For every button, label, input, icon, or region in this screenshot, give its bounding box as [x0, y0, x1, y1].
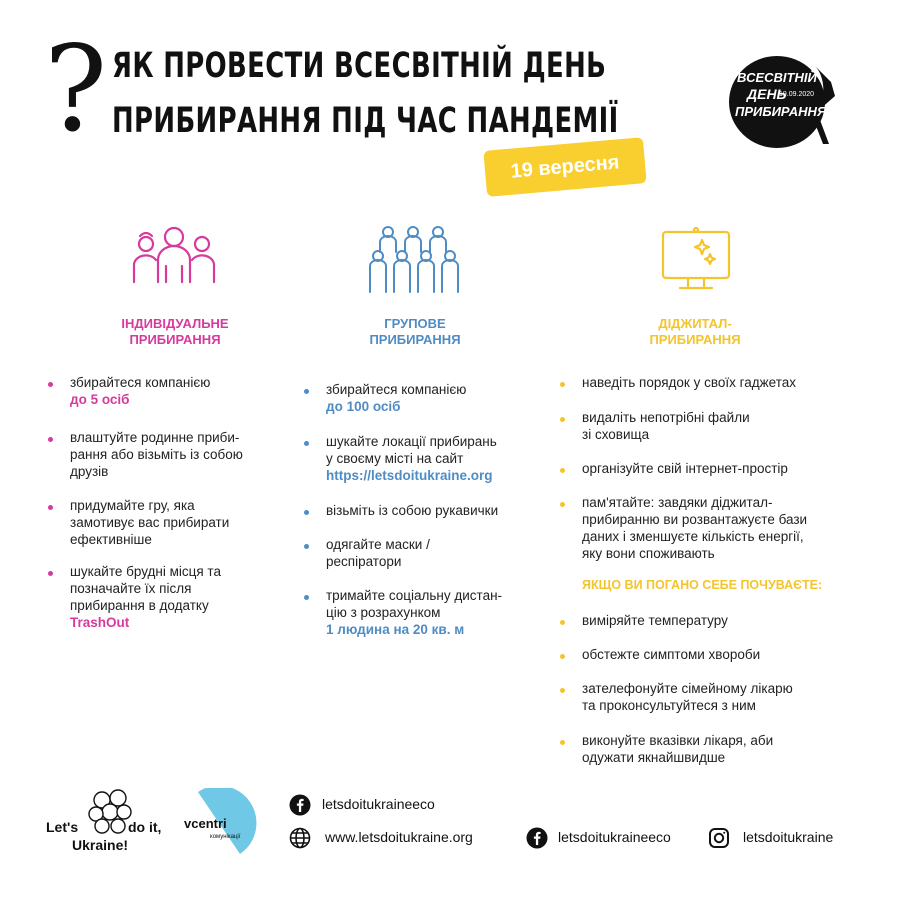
- date-badge: 19 вересня: [483, 137, 646, 197]
- list-item: придумайте гру, яка замотивує вас прибирати ефективніше: [70, 497, 229, 548]
- list-item: збирайтеся компанією до 5 осіб: [70, 374, 210, 408]
- lets-do-it-ukraine-logo: [44, 786, 174, 856]
- column-title-group: [340, 316, 490, 348]
- column-title-digital: [620, 316, 770, 348]
- list-item: шукайте локації прибирань у своєму місті на сайт https://letsdoitukraine.org: [326, 433, 497, 484]
- page-title-line2: ПРИБИРАННЯ ПІД ЧАС ПАНДЕМІЇ: [112, 101, 619, 141]
- bullet: [304, 595, 309, 600]
- logo1-line3: Ukraine!: [72, 837, 129, 853]
- bullet: [560, 382, 565, 387]
- bullet: [560, 740, 565, 745]
- bullet: [304, 389, 309, 394]
- bullet: [48, 382, 53, 387]
- facebook-icon: [289, 794, 311, 816]
- facebook-link-top[interactable]: letsdoitukraineeco: [322, 796, 435, 812]
- facebook-icon: [526, 827, 548, 849]
- badge-line1: ВСЕСВІТНІЙ: [737, 70, 817, 85]
- list-item: виконуйте вказівки лікаря, аби одужати якнайшвидше: [582, 732, 773, 766]
- list-item: збирайтеся компанією до 100 осіб: [326, 381, 466, 415]
- list-item: тримайте соціальну дистан- цію з розрахунком 1 людина на 20 кв. м: [326, 587, 502, 638]
- logo1-line2: do it,: [128, 819, 162, 835]
- group-icon: [368, 222, 464, 294]
- bullet: [560, 417, 565, 422]
- list-item: зателефонуйте сімейному лікарю та проконсультуйтеся з ним: [582, 680, 793, 714]
- bullet: [560, 688, 565, 693]
- list-item: виміряйте температуру: [582, 612, 728, 629]
- bullet: [560, 620, 565, 625]
- column-title-line1: ДІДЖИТАЛ-: [658, 316, 732, 331]
- list-item: наведіть порядок у своїх гаджетах: [582, 374, 796, 391]
- badge-line2: ДЕНЬ: [747, 86, 787, 102]
- list-item: шукайте брудні місця та позначайте їх після прибирання в додатку TrashOut: [70, 563, 221, 631]
- column-title-individual: [100, 316, 250, 348]
- bullet: [304, 510, 309, 515]
- list-item: одягайте маски / респіратори: [326, 536, 430, 570]
- page-title-line1: ЯК ПРОВЕСТИ ВСЕСВІТНІЙ ДЕНЬ: [112, 46, 607, 86]
- list-item: організуйте свій інтернет-простір: [582, 460, 788, 477]
- list-item: візьміть із собою рукавички: [326, 502, 498, 519]
- facebook-link[interactable]: letsdoitukraineeco: [558, 829, 671, 845]
- people-icon: [128, 224, 220, 284]
- column-title-line1: ГРУПОВЕ: [384, 316, 446, 331]
- monitor-icon: [660, 226, 732, 292]
- list-item: видаліть непотрібні файли зі сховища: [582, 409, 750, 443]
- column-title-line2: ПРИБИРАННЯ: [129, 332, 221, 347]
- list-item: пам'ятайте: завдяки діджитал- прибиранню ви розвантажуєте бази даних і зменшуєте кількість енергії, яку вони споживають: [582, 494, 807, 562]
- world-cleanup-day-logo: [727, 52, 843, 152]
- bullet: [48, 437, 53, 442]
- list-item: влаштуйте родинне приби- рання або візьміть із собою друзів: [70, 429, 243, 480]
- bullet: [560, 654, 565, 659]
- column-title-line2: ПРИБИРАННЯ: [649, 332, 741, 347]
- globe-icon: [289, 827, 311, 849]
- column-title-line1: ІНДИВІДУАЛЬНЕ: [121, 316, 229, 331]
- instagram-icon: [708, 827, 730, 849]
- bullet: [560, 468, 565, 473]
- sick-subheading: ЯКЩО ВИ ПОГАНО СЕБЕ ПОЧУВАЄТЕ:: [582, 578, 823, 592]
- instagram-link[interactable]: letsdoitukraine: [743, 829, 834, 845]
- bullet: [48, 505, 53, 510]
- website-footer-link[interactable]: www.letsdoitukraine.org: [325, 829, 473, 845]
- logo1-line1: Let's: [46, 819, 79, 835]
- vcentri-logo: [180, 788, 262, 858]
- column-title-line2: ПРИБИРАННЯ: [369, 332, 461, 347]
- badge-line3: ПРИБИРАННЯ: [735, 104, 827, 119]
- badge-date: 19.09.2020: [779, 91, 815, 98]
- logo2-main: vcentri: [184, 816, 227, 831]
- bullet: [48, 571, 53, 576]
- logo2-sub: комунікації: [210, 834, 241, 840]
- bullet: [304, 441, 309, 446]
- list-item: обстежте симптоми хвороби: [582, 646, 760, 663]
- website-link[interactable]: https://letsdoitukraine.org: [326, 468, 493, 483]
- bullet: [560, 502, 565, 507]
- bullet: [304, 544, 309, 549]
- question-mark: ?: [44, 20, 108, 158]
